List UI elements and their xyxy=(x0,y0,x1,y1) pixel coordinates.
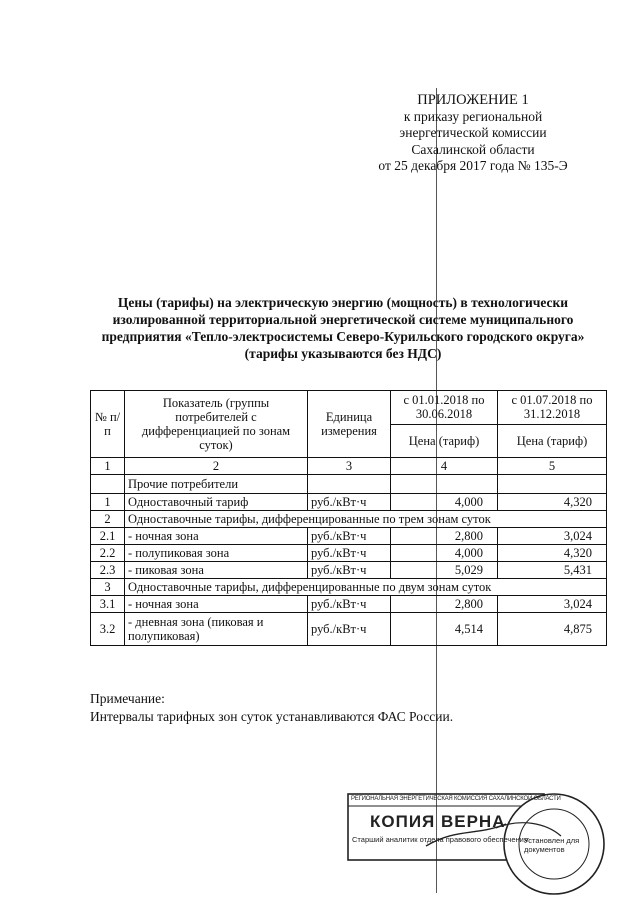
row-unit: руб./кВт·ч xyxy=(308,613,391,646)
row-name: - ночная зона xyxy=(125,596,308,613)
section-row xyxy=(91,579,607,596)
stamp-top-text: РЕГИОНАЛЬНАЯ ЭНЕРГЕТИЧЕСКАЯ КОМИССИЯ САХАЛИНСКОЙ ОБЛАСТИ xyxy=(351,796,561,802)
annex-line-1: к приказу региональной xyxy=(403,108,543,124)
section-number: 2 xyxy=(91,511,125,528)
annex-line-3: Сахалинской области xyxy=(411,141,535,157)
row-unit: руб./кВт·ч xyxy=(308,494,391,511)
table-row xyxy=(91,613,607,646)
column-number: 2 xyxy=(125,458,308,475)
section-label: Одноставочные тарифы, дифференцированные по трем зонам суток xyxy=(125,511,607,528)
column-number: 4 xyxy=(391,458,498,475)
table-row xyxy=(91,562,607,579)
annex-line-2: энергетической комиссии xyxy=(399,125,547,140)
row-value-2: 3,024 xyxy=(498,596,607,613)
row-number: 3.1 xyxy=(91,596,125,613)
note-text: Интервалы тарифных зон суток устанавливаются ФАС России. xyxy=(90,709,454,724)
row-value-1: 4,514 xyxy=(391,613,498,646)
row-value-2: 4,875 xyxy=(498,613,607,646)
period1-header: с 01.01.2018 по 30.06.2018 xyxy=(391,391,498,425)
row-name: - ночная зона xyxy=(125,528,308,545)
period2-header: с 01.07.2018 по 31.12.2018 xyxy=(498,391,607,425)
row-value-1: 4,000 xyxy=(391,545,498,562)
row-number: 2.2 xyxy=(91,545,125,562)
column-number: 1 xyxy=(91,458,125,475)
tariff-table xyxy=(90,390,607,646)
col-unit-header: Единица измерения xyxy=(308,391,391,458)
row-unit: руб./кВт·ч xyxy=(308,596,391,613)
row-unit: руб./кВт·ч xyxy=(308,562,391,579)
column-number: 3 xyxy=(308,458,391,475)
table-row xyxy=(91,494,607,511)
group-label: Прочие потребители xyxy=(125,475,308,494)
table-row xyxy=(91,596,607,613)
stamp-center-text: Установлен для документов xyxy=(524,836,580,854)
row-unit: руб./кВт·ч xyxy=(308,545,391,562)
table-header-row xyxy=(91,391,607,425)
row-name: - дневная зона (пиковая и полупиковая) xyxy=(125,613,308,646)
annex-title: ПРИЛОЖЕНИЕ 1 xyxy=(417,92,529,108)
note-heading: Примечание: xyxy=(90,691,165,706)
row-value-2: 3,024 xyxy=(498,528,607,545)
annex-line-4: от 25 декабря 2017 года № 135-Э xyxy=(378,158,568,173)
row-number: 2.3 xyxy=(91,562,125,579)
stamp-big-text: КОПИЯ ВЕРНА xyxy=(370,812,506,831)
col-no-header: № п/п xyxy=(91,391,125,458)
row-name: - полупиковая зона xyxy=(125,545,308,562)
row-name: - пиковая зона xyxy=(125,562,308,579)
row-value-1: 4,000 xyxy=(391,494,498,511)
row-number: 1 xyxy=(91,494,125,511)
copy-certified-stamp xyxy=(346,788,614,896)
table-row xyxy=(91,475,607,494)
section-row xyxy=(91,511,607,528)
column-number-row xyxy=(91,458,607,475)
table-row xyxy=(91,528,607,545)
row-value-2: 4,320 xyxy=(498,545,607,562)
row-value-1: 2,800 xyxy=(391,596,498,613)
price2-header: Цена (тариф) xyxy=(498,424,607,458)
column-number: 5 xyxy=(498,458,607,475)
col-indicator-header: Показатель (группы потребителей с дифференциацией по зонам суток) xyxy=(125,391,308,458)
row-value-2: 5,431 xyxy=(498,562,607,579)
row-name: Одноставочный тариф xyxy=(125,494,308,511)
section-number: 3 xyxy=(91,579,125,596)
annex-header xyxy=(360,92,586,175)
row-value-2: 4,320 xyxy=(498,494,607,511)
row-value-1: 2,800 xyxy=(391,528,498,545)
note-block xyxy=(90,690,453,726)
stamp-signer-text: Старший аналитик отдела правового обеспечения xyxy=(352,835,528,844)
row-unit: руб./кВт·ч xyxy=(308,528,391,545)
section-label: Одноставочные тарифы, дифференцированные по двум зонам суток xyxy=(125,579,607,596)
row-number: 2.1 xyxy=(91,528,125,545)
row-number: 3.2 xyxy=(91,613,125,646)
document-title: Цены (тарифы) на электрическую энергию (мощность) в технологически изолированной территориальной энергетической системе муниципального предприятия «Тепло-электросистемы Северо-Курильского городского округа» (тарифы указываются без НДС) xyxy=(101,295,585,361)
table-row xyxy=(91,545,607,562)
price1-header: Цена (тариф) xyxy=(391,424,498,458)
row-value-1: 5,029 xyxy=(391,562,498,579)
